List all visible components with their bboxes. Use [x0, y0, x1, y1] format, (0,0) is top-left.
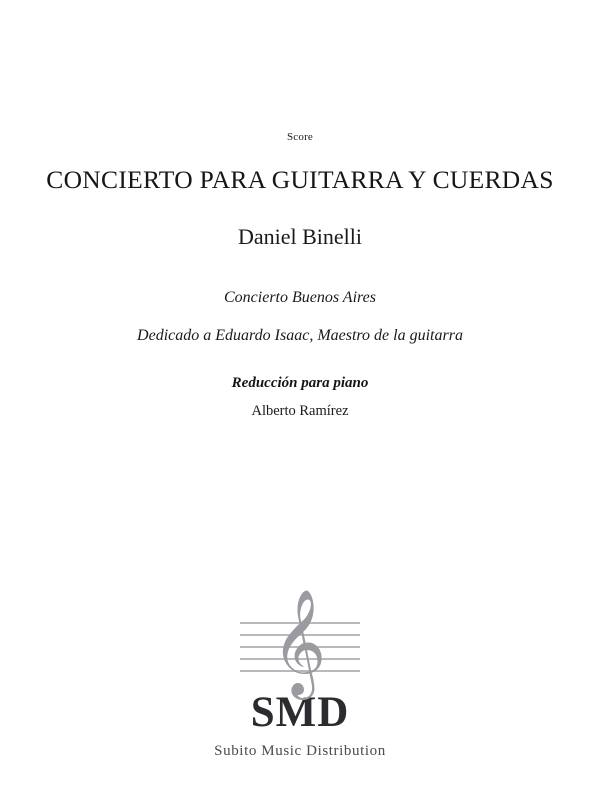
arranger-name: Alberto Ramírez	[251, 403, 349, 419]
dedication-text: Dedicado a Eduardo Isaac, Maestro de la guitarra	[137, 327, 463, 344]
page-title: CONCIERTO PARA GUITARRA Y CUERDAS	[46, 165, 554, 194]
publisher-logo-text: SMD	[250, 689, 350, 736]
work-subtitle: Concierto Buenos Aires	[224, 289, 376, 306]
publisher-logo-block	[0, 588, 600, 760]
staff-with-treble-clef-icon	[240, 588, 360, 695]
composer-name: Daniel Binelli	[237, 224, 363, 249]
treble-clef-icon: 𝄞	[271, 588, 327, 695]
score-label: Score	[286, 131, 314, 143]
publisher-caption: Subito Music Distribution	[214, 743, 386, 759]
reduction-label: Reducción para piano	[231, 375, 369, 391]
